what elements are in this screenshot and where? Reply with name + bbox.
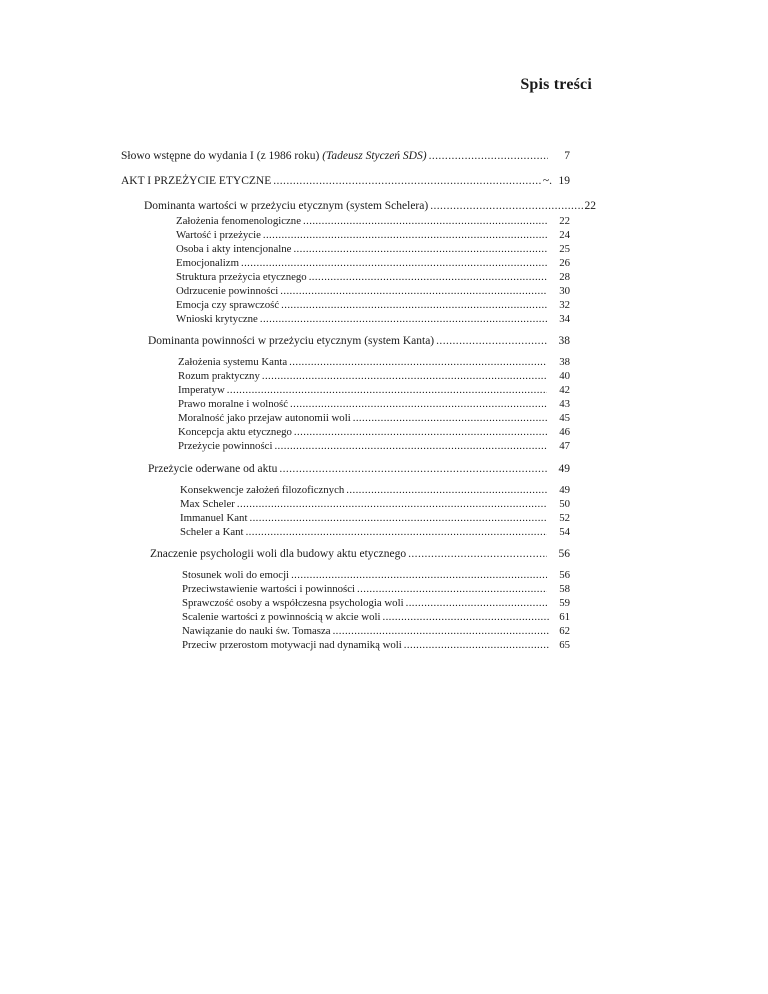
toc-leader (246, 526, 547, 538)
toc-page-number: 49 (558, 463, 570, 475)
toc-entry-title: Przeciw przerostom motywacji nad dynamiką woli (182, 639, 402, 651)
toc-entry-title: Założenia systemu Kanta (178, 356, 288, 368)
toc-entry[interactable] (178, 398, 549, 410)
toc-entry-title: Odrzucenie powinności (176, 285, 279, 297)
toc-leader (273, 175, 541, 187)
toc-entry-title: Moralność jako przejaw autonomii woli (178, 412, 351, 424)
toc-page-number: 58 (559, 583, 570, 595)
toc-leader (289, 356, 547, 368)
toc-entry[interactable] (180, 526, 549, 538)
toc-entry[interactable] (182, 597, 549, 609)
toc-leader (274, 440, 547, 452)
toc-leader (357, 583, 547, 595)
toc-entry[interactable] (144, 200, 596, 212)
toc-entry-title: Znaczenie psychologii woli dla budowy aktu etycznego (150, 548, 407, 560)
toc-leader (249, 512, 547, 524)
toc-entry-title: Struktura przeżycia etycznego (176, 271, 307, 283)
toc-leader (263, 229, 547, 241)
toc-entry[interactable] (176, 299, 549, 311)
toc-entry-title: Dominanta wartości w przeżyciu etycznym (system Schelera) (144, 200, 429, 212)
toc-leader (290, 398, 547, 410)
toc-entry-title: Konsekwencje założeń filozoficznych (180, 484, 345, 496)
toc-page-number: 49 (559, 484, 570, 496)
toc-entry-title: Przeciwstawienie wartości i powinności (182, 583, 356, 595)
toc-page-number: 34 (559, 313, 570, 325)
toc-entry[interactable] (150, 548, 549, 560)
toc-entry-title: Prawo moralne i wolność (178, 398, 289, 410)
toc-page-number: 47 (559, 440, 570, 452)
toc-page-number: 40 (559, 370, 570, 382)
toc-page-number: 56 (559, 569, 570, 581)
toc-leader (382, 611, 549, 623)
toc-entry-title: Wartość i przeżycie (176, 229, 261, 241)
toc-entry-title: Rozum praktyczny (178, 370, 260, 382)
toc-page-number: 65 (559, 639, 570, 651)
toc-page-number: 62 (559, 625, 570, 637)
toc-leader (408, 548, 547, 560)
toc-entry[interactable] (178, 440, 549, 452)
toc-entry[interactable] (178, 426, 549, 438)
toc-entry[interactable] (121, 175, 552, 187)
toc-leader (293, 243, 547, 255)
toc-entry[interactable] (178, 412, 549, 424)
toc-page-number: 56 (558, 548, 570, 560)
toc-entry[interactable] (176, 285, 549, 297)
toc-entry-title: Przeżycie oderwane od aktu (148, 463, 278, 475)
toc-entry[interactable] (182, 611, 551, 623)
toc-page-number: 42 (559, 384, 570, 396)
toc-leader (303, 215, 547, 227)
toc-entry[interactable] (176, 215, 549, 227)
toc-leader (346, 484, 547, 496)
toc-page-number: 38 (558, 335, 570, 347)
toc-entry-title: Scheler a Kant (180, 526, 244, 538)
toc-entry[interactable] (176, 271, 549, 283)
toc-entry[interactable] (176, 243, 549, 255)
toc-leader (309, 271, 547, 283)
toc-leader (291, 569, 547, 581)
page-title: Spis treści (520, 76, 592, 93)
toc-leader (294, 426, 547, 438)
toc-entry[interactable] (148, 335, 549, 347)
toc-leader (430, 200, 582, 212)
toc-entry-suffix: ~. (542, 175, 552, 187)
toc-leader (262, 370, 547, 382)
toc-page-number: 7 (564, 150, 570, 162)
toc-leader (279, 463, 547, 475)
toc-page-number: 61 (559, 611, 570, 623)
toc-entry[interactable] (182, 583, 549, 595)
toc-entry-title: Wnioski krytyczne (176, 313, 258, 325)
toc-entry-title: Koncepcja aktu etycznego (178, 426, 292, 438)
toc-entry[interactable] (182, 625, 551, 637)
toc-leader (406, 597, 547, 609)
toc-leader (333, 625, 549, 637)
toc-page-number: 50 (559, 498, 570, 510)
toc-entry[interactable] (121, 150, 550, 162)
toc-entry-title: Emocjonalizm (176, 257, 239, 269)
toc-entry-title: Założenia fenomenologiczne (176, 215, 302, 227)
toc-entry[interactable] (178, 384, 549, 396)
toc-entry[interactable] (178, 370, 549, 382)
toc-entry-title: Słowo wstępne do wydania I (z 1986 roku) (121, 150, 323, 162)
toc-leader (404, 639, 549, 651)
toc-entry[interactable] (148, 463, 549, 475)
toc-entry[interactable] (182, 639, 551, 651)
toc-entry[interactable] (176, 313, 549, 325)
toc-entry-title: Sprawczość osoby a współczesna psychologia woli (182, 597, 404, 609)
toc-page-number: 59 (559, 597, 570, 609)
toc-page-number: 43 (559, 398, 570, 410)
toc-entry[interactable] (176, 257, 549, 269)
toc-entry[interactable] (180, 512, 549, 524)
toc-page-number: 25 (559, 243, 570, 255)
toc-entry-title: Emocja czy sprawczość (176, 299, 280, 311)
toc-entry[interactable] (178, 356, 549, 368)
toc-page-number: 32 (559, 299, 570, 311)
toc-entry[interactable] (180, 498, 549, 510)
toc-entry[interactable] (176, 229, 549, 241)
toc-entry-title: Immanuel Kant (180, 512, 248, 524)
toc-leader (281, 299, 547, 311)
toc-entry-title: Scalenie wartości z powinnością w akcie woli (182, 611, 381, 623)
toc-entry-title: Imperatyw (178, 384, 225, 396)
toc-leader (353, 412, 547, 424)
toc-page-number: 26 (559, 257, 570, 269)
toc-leader (260, 313, 547, 325)
toc-page-number: 46 (559, 426, 570, 438)
toc-page-number: 28 (559, 271, 570, 283)
toc-entry-title: Stosunek woli do emocji (182, 569, 290, 581)
toc-page-number: 24 (559, 229, 570, 241)
toc-page-number: 52 (559, 512, 570, 524)
toc-entry[interactable] (182, 569, 549, 581)
toc-leader (280, 285, 547, 297)
toc-leader (237, 498, 547, 510)
toc-entry-title: Nawiązanie do nauki św. Tomasza (182, 625, 331, 637)
toc-page-number: 19 (558, 175, 570, 187)
toc-page-number: 38 (559, 356, 570, 368)
toc-entry-title: Max Scheler (180, 498, 235, 510)
toc-leader (241, 257, 547, 269)
toc-entry-title: AKT I PRZEŻYCIE ETYCZNE (121, 175, 272, 187)
toc-leader (227, 384, 547, 396)
toc-page-number: 45 (559, 412, 570, 424)
toc-page-number: 22 (584, 200, 596, 212)
toc-page-number: 22 (559, 215, 570, 227)
toc-entry-title: Osoba i akty intencjonalne (176, 243, 292, 255)
toc-entry[interactable] (180, 484, 549, 496)
toc-entry-author: (Tadeusz Styczeń SDS) (322, 150, 427, 162)
toc-entry-title: Przeżycie powinności (178, 440, 273, 452)
toc-page-number: 30 (559, 285, 570, 297)
toc-page-number: 54 (559, 526, 570, 538)
toc-entry-title: Dominanta powinności w przeżyciu etycznym (system Kanta) (148, 335, 435, 347)
